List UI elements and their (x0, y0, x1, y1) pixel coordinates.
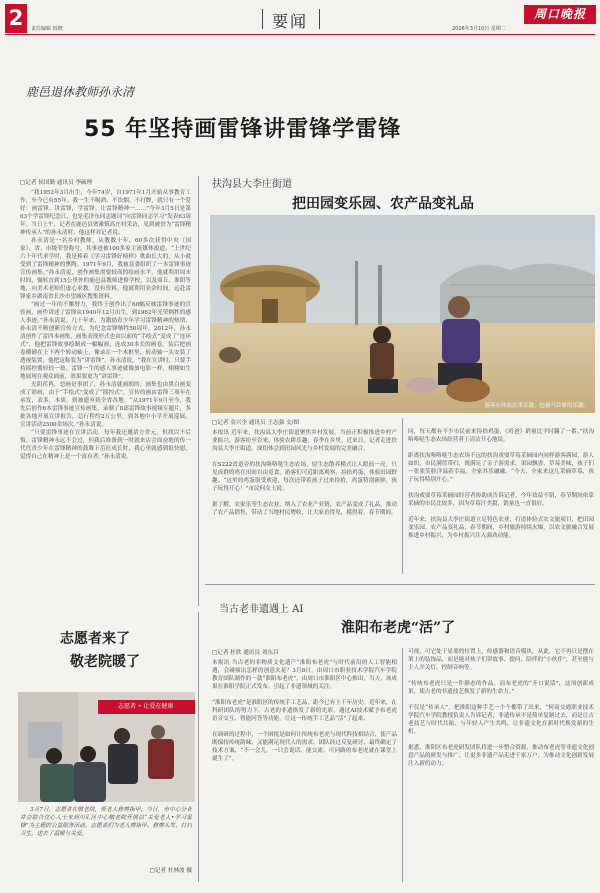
story3-byline: □记者 杜林波 摄 (149, 868, 192, 874)
story2-body-2: 同，每天都有不少市民前来捡拾鸡蛋，《鸡爸》销量比平时翻了一番。”扶沟咯咯哒生态农场经营者王清洁开心地说。 距离扶沟咯咯哒生态农场不远的扶沟戏耍草莓采摘园内同样游客满园，游人如织，市民满筐带归，既满足了亲子游需求，果园飘香、草莓美味，孩子们一张张笑脸洋溢着幸福，全家其乐融融。“今天，全家来这儿采摘草莓，孩子玩得特别开心。” 扶沟戏耍草莓采摘园经营者协助成告诉记者，今年效益不错，春节期间依靠采摘的市民比较多，因为草莓汁美甜，销量也一直很好。 近年来，扶沟县大李庄街道立足特色农业，打造体验式农文旅项目，把田园变乐园、农产品变礼品，春节期间，乡村旅游持续火爆，以农文旅融合发展推进乡村振兴，为乡村振兴注入强劲动能。 (408, 429, 594, 539)
story1-paragraph: “只要雷锋事迹在宣讲活动，每年我还邀请方舍元，但找以不后悔。雷锋精神永远不会过，但我后准备到一时就来店会面奋地的传一代代青少年在雷锋精神的鼓舞下茁壮成长时，我心里就感到很快慰，觉得自己在精神上是一个富有者。”孙永清说。 (20, 430, 191, 460)
page-number: 2 (8, 6, 24, 30)
masthead-rule-left (262, 9, 263, 29)
story4-headline: 淮阳布老虎“活”了 (341, 620, 456, 636)
page-number-block (5, 4, 27, 33)
story3-caption-block (20, 806, 192, 878)
column-divider (402, 418, 403, 574)
column-divider (402, 648, 403, 882)
story1-byline: □记者 侯国勤 通讯员 李硕理 (20, 180, 93, 186)
story1-headline: 55 年坚持画雷锋讲雷锋学雷锋 (84, 117, 402, 142)
newspaper-logo (524, 5, 596, 24)
story4-column-2 (408, 648, 594, 883)
story2-photo-caption: 游客在体验农事乐趣，挖掘马铃薯的乐趣。 (484, 403, 589, 409)
story2-photo (210, 215, 595, 413)
story4-body-1: 本报讯 当古老的非物质文化遗产“淮阳布老虎”与时代前沿的人工智能相遇，会碰撞出怎样的创意火花？3月8日，由周口市职业技术学院汽车学院教育团队制作的一款“淮阳布老虎”，由周口市淮阳区中心推出，当天，该成果在淮阳学院正式发布，引起了非遗领域的关注。 “淮阳布老虎”是淮阳区的传统手工艺品，距今已有上千年历史。近年来，在科研团队的努力下，古老的非遗焕发了新的光彩，通过AI技术赋予布老虎语音交互、智能问答等功能，让这一传统手工艺品“活”了起来。 在调研的过程中，一个困扰是如何让传统布老虎与现代科技相结合，使产品既保持传统韵味，又能满足现代人的需求。团队经过反复研讨，最终确定了技术方案，“不一会儿，一只会说话、能交流、可问路的布老虎就在课堂上诞生了”。 (212, 660, 397, 762)
column-divider (198, 176, 199, 606)
column-divider (198, 612, 199, 882)
editor-line: 责任编辑 韩晓 (31, 26, 63, 32)
farm-photo-image (210, 215, 595, 413)
story3-headline-2: 敬老院暖了 (70, 654, 140, 670)
story3-caption: 3月7日，志愿者在敬老院，帮老人修剪指甲。当日，市中心分业并会联合党心人士来到川汇区中心敬老院开展以“关爱老人•学习雷锋”为主题的公益服务活动。志愿者们为老人剪指甲、修剪头发、打扫卫生，送去了温暖与关爱。 (20, 807, 192, 837)
masthead-underline (5, 34, 595, 35)
section-title: 要闻 (272, 12, 309, 31)
story2-kicker: 扶沟县大李庄街道 (212, 179, 292, 190)
story3-headline-1: 志愿者来了 (60, 631, 130, 647)
story1-paragraph: 光阴荏苒，恋画是事团了，孙永清就画朗的；画集也由黑白画变成了彩画，由于“手绘式”变成了“摇控式”，宣传的画由雷锋三项年在承发，表多，本质。到被遗弃到全省各地。“从1971年9月至今，我先后创作6本雷锋事迹宣传画集，录制了8部雷锋故事视频专题片，多批各地开展宣讲报告，总行程约2万公里，到各地中小学开展巡展、宣讲活动2500余场次。”孙永清说。 (20, 382, 191, 428)
story3-photo-banner-text: 志愿者 • 让爱在健康 (118, 703, 174, 710)
story4-kicker: 当古老非遗遇上 AI (219, 604, 304, 615)
logo-text: 周口晚报 (533, 7, 586, 21)
masthead-rule-right (319, 9, 320, 29)
story4-byline: □记者 杜欣 通讯员 刘东昌 (212, 650, 279, 656)
date-line: 2026年3月10日 星期二 (452, 26, 506, 32)
story4-body-2: 可视，可它处于显要的位置上，传感器和语音模块，从此，它不再只是摆在架上的装饰品，而是能对孩子们讲故事、提问、陪伴的“小伙伴”，甚至能与主人开关灯、控制音响等。 “传统布老虎只是一件静态的作品，而布老虎的“开口说话”，这项创新成果，使古老的非遗技艺焕发了新的生命力。” 不仅是“传承人”，把淮阳这种手艺一个个都带了出来，“何南交通职业技术学院汽车学院教授负责人告诉记者，非遗传承不是简单复制过去，而是让古老技艺与时代共振、与年轻人产生共鸣，让非遗文化在新时代焕发新的生机。 据悉，淮阳区布老虎研发团队将进一步整合资源，推动布老虎等非遗文化创意产品的研发与推广，让更多非遗产品走进千家万户，为推动文化创新发展注入新的动力。 (408, 649, 594, 767)
section-divider (205, 584, 595, 585)
story2-headline: 把田园变乐园、农产品变礼品 (292, 196, 474, 212)
story4-column-1 (212, 648, 397, 883)
story3-photo (18, 692, 195, 802)
story1-paragraph: “我1952年3月出生，今年74岁，自1971年1月开始从事教育工作，至今已有55年。我一生不喝酒、不饮烟、不打牌，就只有一个爱好：画雷锋、讲雷锋，学雷锋。让雷锋精神一……”今年3月5日是第63个学雷锋纪念日，也是毛泽东同志题词“向雷锋同志学习”发表63周年。当日上午，记者在鹿邑县贾滩镇高庄村采访，见到被誉为“雷锋精神传承人”的孙永清时，他这样对记者说。 (20, 190, 191, 236)
story1-column (20, 178, 191, 601)
story1-paragraph: “画过一年的不懈努力，我终于创作出了60幅反映雷锋事迹的宣传画，画作讲述了雷锋从1940年12月出生，到1962年光荣牺牲的感人事迹。”孙永清说。几十年来，为激励青少年学习雷锋精神的热情，孙永清不断创新宣传方式。为纪念雷锋牺牲50周年，2012年，孙永清创作了雷四本画集，画集表现形式也由以前的“手绘式”变成了“连环式”，他把雷锋故事绘制成一幅幅画，连成30本长的画卷，装后把画卷横铺在上下两个转动轴上，像录在一个木框里，转动轴一头安装了透视装置，他把这称装为“讲雷锋”。孙永清说，“我在宣讲时，只要手持摇控器轻轻一按，雷锋一生的感人事迹就像放电影一样，栩栩如生地展现在观众面前，效果要更为“讲雷锋”。 (20, 302, 191, 380)
story1-paragraph: 孙永清是一名乡村教师，从教数十年，60多次获得中央（国家）、省、市级荣誉称号，其事迹被100多家主流媒体报道。“上世纪六十年代求学时，我是捧着《学习雷锋好榜样》歌曲长大的，从小就受到了雷锋精神的熏陶。1971年9月，我被县委组织了一本雷锋事迹宣传画集。”孙永清说，创作画集需要较高的绘画水平，他就利用周末时间，辗转直到15公里外的鹿邑县教师进修学校，以及商丘、淮阳等地，向美术老师们虚心求教。没有资料，他就利用业余时间，远赴雷锋家乡湖南省长沙市望城区搜集资料。 (20, 238, 191, 300)
story2-column-1 (212, 418, 397, 576)
story2-column-2 (408, 428, 594, 576)
story1-kicker: 鹿邑退休教师孙永清 (26, 85, 135, 99)
story2-body-1: 本报讯 近年来，扶沟县大李庄街道聚焦乡村发展，当前正积极推进乡村产业振兴，游客纷至沓来，体验农耕乐趣，春季在乡里，近来日，记者走进扶沟县大李庄街道，深切体会到田园风光与乡村发展的完美融合。 在S222省道旁的扶沟咯咯哒生态农场，原生态散养模式让人眼前一亮。只见成群的鸡在田间自由觅食，游客们可近距离观察、捡拾鸡蛋，体验田园野趣。“这里的鸡蛋很受欢迎，每次还带着孩子过来捡拾，鸡蛋特别新鲜，孩子玩得开心！”市民何女士说。 据了解，农家乐等生态农业，纳入了农业产业链，农产品变成了礼品，推动了农产品销售，带动了当地村民增收，让大家看得见，摸得着，春节期间。 (212, 430, 397, 516)
story2-byline: □记者 金兴全 通讯员 王志强 文/图 (212, 420, 300, 426)
